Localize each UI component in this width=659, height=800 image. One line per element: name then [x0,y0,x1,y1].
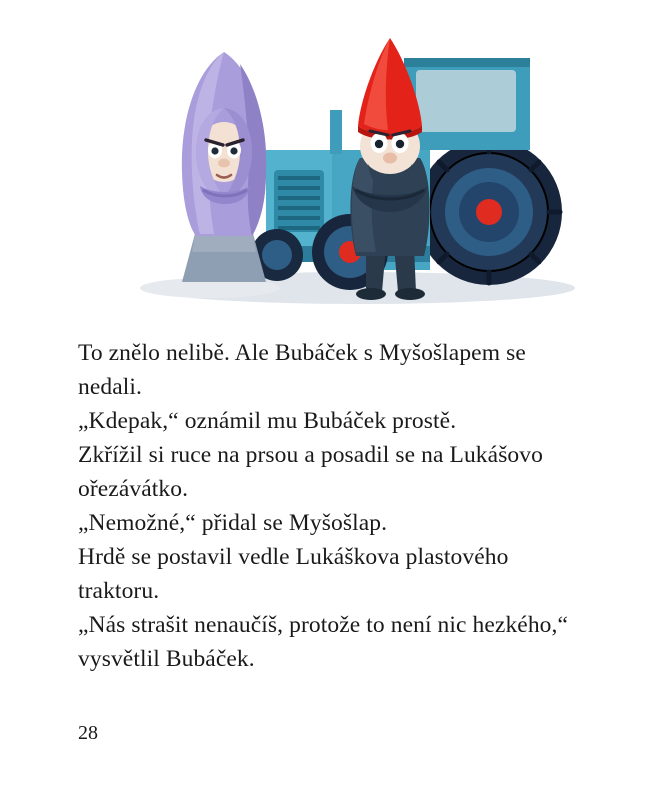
tractor-exhaust [330,110,342,154]
illustration [0,0,659,320]
story-paragraph-2: „Kdepak,“ oznámil mu Bubáček prostě. [78,408,457,434]
story-paragraph-1: To znělo nelibě. Ale Bubáček s Myšošlapem se nedali. [78,340,526,400]
story-paragraph-3: Zkřížil si ruce na prsou a posadil se na Lukášovo ořezávátko. [78,442,543,502]
story-text [78,336,583,676]
story-paragraph-5: Hrdě se postavil vedle Lukáškova plastového traktoru. [78,544,509,604]
story-paragraph-6: „Nás strašit nenaučíš, protože to není nic hezkého,“ vysvětlil Bubáček. [78,612,569,672]
page-number: 28 [78,722,98,744]
character-cloaked-figure [182,52,266,282]
story-paragraph-4: „Nemožné,“ přidal se Myšošlap. [78,510,388,536]
tractor-grille [274,170,324,232]
rear-wheel-hub [476,199,502,225]
